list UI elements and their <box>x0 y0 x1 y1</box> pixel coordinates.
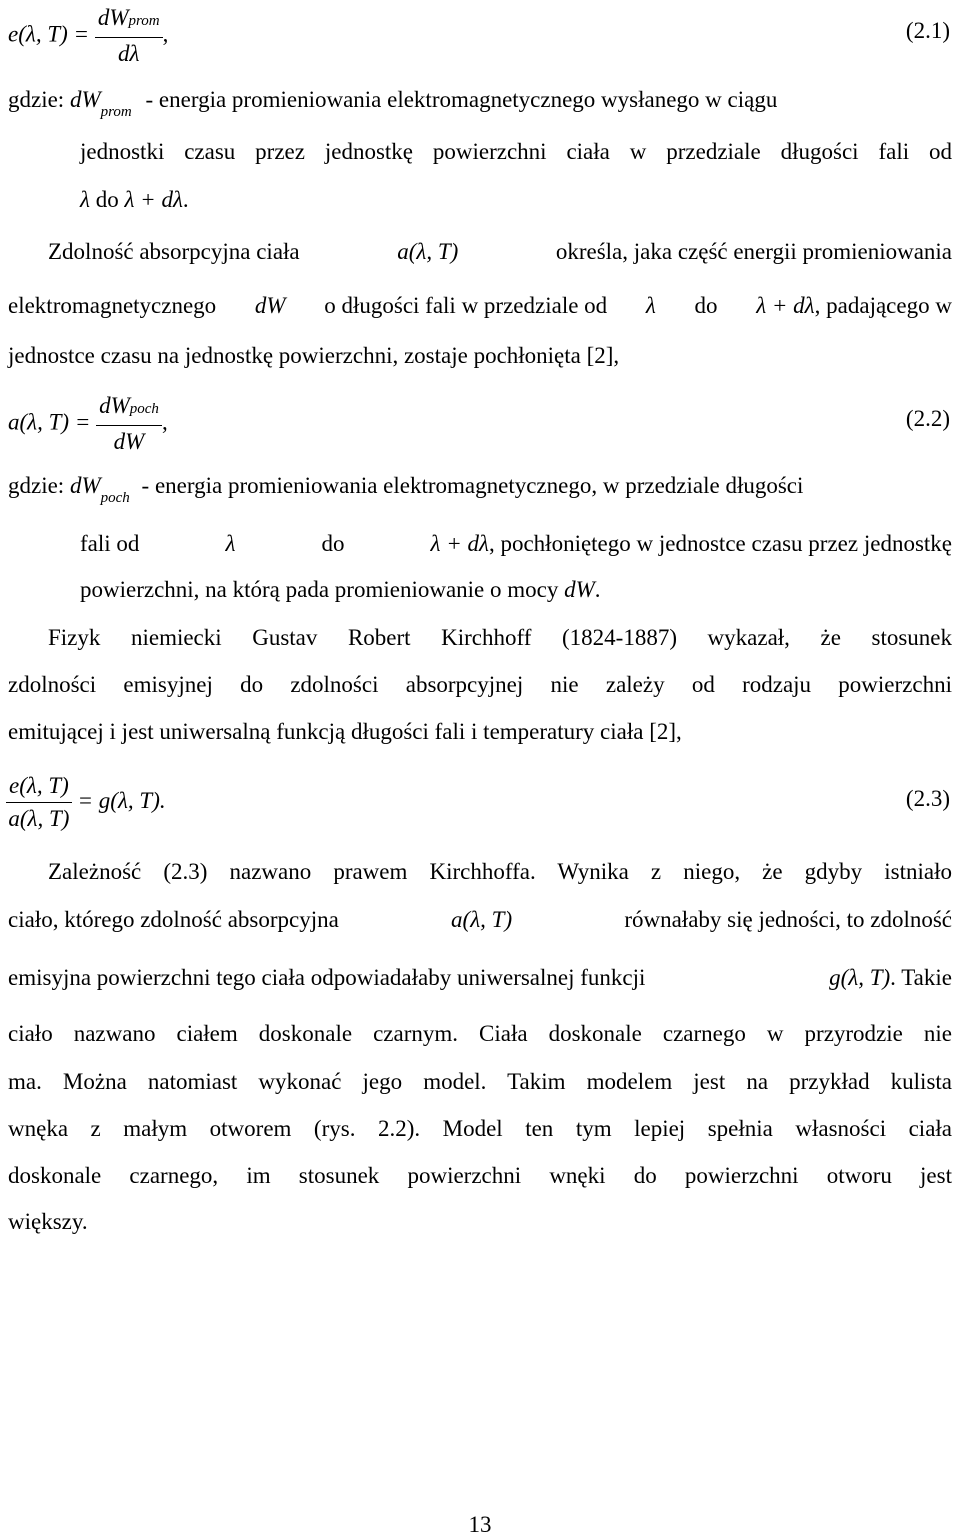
para3-line3 <box>8 964 952 992</box>
def1-text-1: - energia promieniowania elektromagnetycznego wysłanego w ciągu <box>145 87 778 112</box>
def2-l3-a: powierzchni, na którą pada promieniowanie o mocy <box>80 577 559 602</box>
eq2-fraction <box>96 392 162 456</box>
eq1-tail: , <box>162 21 169 47</box>
para3-line6: wnęka z małym otworem (rys. 2.2). Model ten tym lepiej spełnia własności ciała <box>8 1116 952 1141</box>
def2-l2-a: fali od <box>80 531 140 556</box>
eq1-numerator-sub: prom <box>128 13 160 29</box>
para3-line5: ma. Można natomiast wykonać jego model. Takim modelem jest na przykład kulista <box>8 1069 952 1094</box>
lambda-symbol: λ <box>80 187 90 212</box>
def1-do: do <box>95 187 119 212</box>
para1-line2 <box>8 292 952 320</box>
eq1-numerator: dW <box>97 5 129 30</box>
eq3-numerator: e(λ, T) <box>6 772 72 803</box>
absorptivity-symbol: a(λ, T) <box>451 907 513 932</box>
eq2-numerator-sub: poch <box>129 401 159 417</box>
def2-line3 <box>80 576 601 604</box>
lambda-plus-dlambda: λ + dλ <box>430 531 489 556</box>
eq1-fraction <box>95 4 163 68</box>
universal-function-symbol: g(λ, T) <box>829 965 891 990</box>
dw-symbol: dW <box>254 293 286 318</box>
lambda-symbol: λ <box>645 293 656 318</box>
eq3-rhs: = g(λ, T). <box>77 787 166 813</box>
equation-2-3 <box>6 772 166 833</box>
para1-l2-a: elektromagnetycznego <box>8 293 217 318</box>
para3-line4: ciało nazwano ciałem doskonale czarnym. Ciała doskonale czarnego w przyrodzie nie <box>8 1021 952 1046</box>
para3-line2 <box>8 906 952 934</box>
def2-l3-b: . <box>594 577 601 602</box>
equation-2-1 <box>8 4 168 68</box>
def2-l2-c: , pochłoniętego w jednostce czasu przez jednostkę <box>488 531 952 556</box>
def2-l2-b: do <box>321 531 345 556</box>
para3-line7: doskonale czarnego, im stosunek powierzchni wnęki do powierzchni otworu jest <box>8 1163 952 1188</box>
def1-line3 <box>80 186 189 214</box>
def1-symbol: dW <box>69 87 101 112</box>
absorptivity-symbol: a(λ, T) <box>397 239 459 264</box>
def1-line1 <box>8 86 952 120</box>
eq1-denominator: dλ <box>117 41 140 66</box>
para3-l2-b: równałaby się jedności, to zdolność <box>624 907 952 932</box>
para1-line1 <box>48 238 952 266</box>
para2-line2: zdolności emisyjnej do zdolności absorpcyjnej nie zależy od rodzaju powierzchni <box>8 672 952 697</box>
def2-symbol-sub: poch <box>100 490 130 506</box>
def2-text-1: - energia promieniowania elektromagnetycznego, w przedziale długości <box>141 473 804 498</box>
para1-l2-d: , padającego w <box>814 293 952 318</box>
eq2-tail: , <box>161 409 168 435</box>
eq2-number: (2.2) <box>905 406 950 431</box>
lambda-symbol: λ <box>225 531 236 556</box>
eq1-lhs: e(λ, T) = <box>8 21 90 47</box>
eq3-number: (2.3) <box>905 786 950 811</box>
para3-l3-a: emisyjna powierzchni tego ciała odpowiadałaby uniwersalnej funkcji <box>8 965 646 990</box>
eq3-denominator: a(λ, T) <box>8 806 70 831</box>
def2-symbol: dW <box>69 473 101 498</box>
para3-line1: Zależność (2.3) nazwano prawem Kirchhoffa. Wynika z niego, że gdyby istniało <box>48 859 952 884</box>
para1-text-a: Zdolność absorpcyjna ciała <box>48 239 300 264</box>
def1-period: . <box>182 187 189 212</box>
para1-l2-c: do <box>694 293 718 318</box>
eq2-lhs: a(λ, T) = <box>8 409 91 435</box>
para3-l2-a: ciało, którego zdolność absorpcyjna <box>8 907 339 932</box>
eq2-denominator: dW <box>113 429 145 454</box>
para1-line3: jednostce czasu na jednostkę powierzchni, zostaje pochłonięta [2], <box>8 343 620 368</box>
def1-line2: jednostki czasu przez jednostkę powierzchni ciała w przedziale długości fali od <box>80 139 952 164</box>
def2-lead: gdzie: <box>8 473 65 498</box>
para1-l2-b: o długości fali w przedziale od <box>324 293 608 318</box>
para3-l3-b: . Takie <box>890 965 952 990</box>
para2-line1: Fizyk niemiecki Gustav Robert Kirchhoff (1824-1887) wykazał, że stosunek <box>48 625 952 650</box>
def1-symbol-sub: prom <box>100 104 132 120</box>
def2-line2 <box>80 530 952 558</box>
lambda-plus-dlambda: λ + dλ <box>124 187 183 212</box>
para2-line3: emitującej i jest uniwersalną funkcją długości fali i temperatury ciała [2], <box>8 719 682 744</box>
eq3-fraction <box>6 772 72 833</box>
def2-line1 <box>8 472 952 506</box>
para1-text-b: określa, jaka część energii promieniowania <box>555 239 952 264</box>
dw-symbol: dW <box>564 577 595 602</box>
equation-2-2 <box>8 392 168 456</box>
eq1-number: (2.1) <box>905 18 950 43</box>
page-number: 13 <box>468 1512 492 1537</box>
eq2-numerator: dW <box>99 393 130 418</box>
def1-lead: gdzie: <box>8 87 65 112</box>
lambda-plus-dlambda: λ + dλ <box>756 293 815 318</box>
para3-line8: większy. <box>8 1209 88 1234</box>
